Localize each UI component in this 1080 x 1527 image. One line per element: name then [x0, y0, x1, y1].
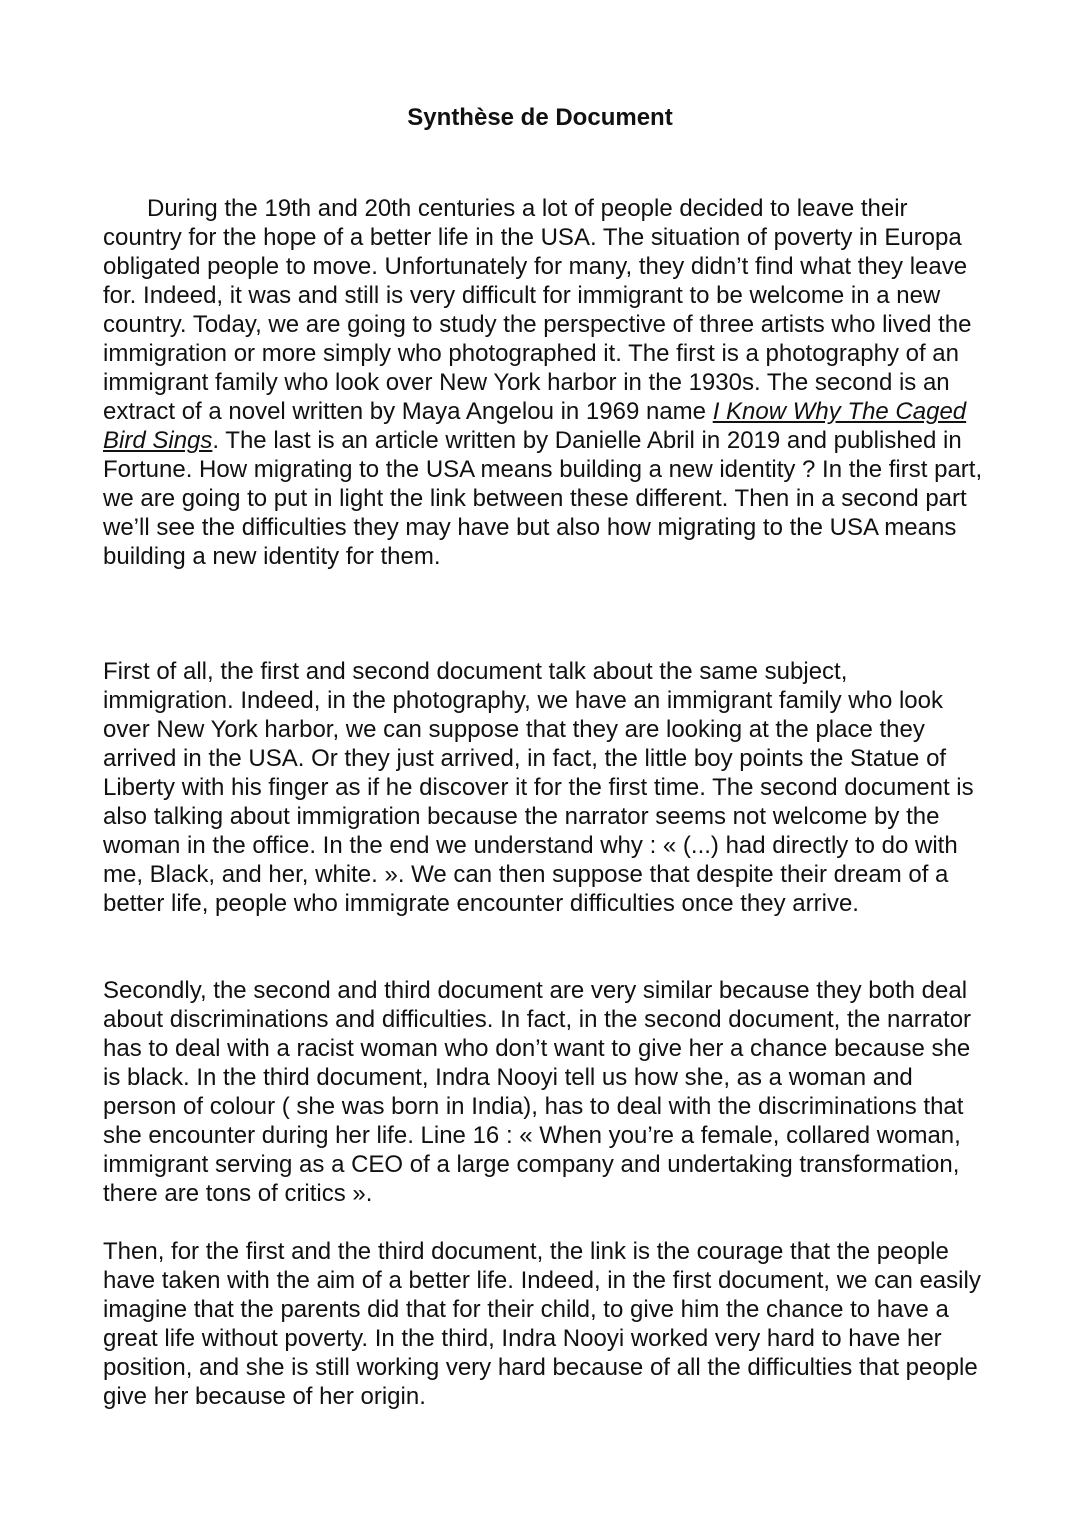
- body-paragraph-3: Then, for the first and the third document, the link is the courage that the people have taken with the aim of a better life. Indeed, in the first document, we can easily imagine that the parents did that for their child, to give him the chance to have a great life without poverty. In the third, Indra Nooyi worked very hard to have her position, and she is still working very hard because of all the difficulties that people give her because of her origin.: [103, 1238, 981, 1410]
- intro-text-end: . The last is an article written by Danielle Abril in 2019 and published in Fortune. How migrating to the USA means building a new identity ? In the first part, we are going to put in light the link between these different. Then in a second part we’ll see the difficulties they may have but also how migrating to the USA means building a new identity for them.: [103, 427, 983, 570]
- body-paragraph-1: First of all, the first and second document talk about the same subject, immigration. Indeed, in the photography, we have an immigrant family who look over New York harbor, we can suppose that they are looking at the place they arrived in the USA. Or they just arrived, in fact, the little boy points the Statue of Liberty with his finger as if he discover it for the first time. The second document is also talking about immigration because the narrator seems not welcome by the woman in the office. In the end we understand why : « (...) had directly to do with me, Black, and her, white. ». We can then suppose that despite their dream of a better life, people who immigrate encounter difficulties once they arrive.: [103, 658, 974, 917]
- intro-paragraph: [103, 194, 983, 571]
- intro-text-start: During the 19th and 20th centuries a lot of people decided to leave their country for the hope of a better life in the USA. The situation of poverty in Europa obligated people to move. Unfortunately for many, they didn’t find what they leave for. Indeed, it was and still is very difficult for immigrant to be welcome in a new country. Today, we are going to study the perspective of three artists who lived the immigration or more simply who photographed it. The first is a photography of an immigrant family who look over New York harbor in the 1930s. The second is an extract of a novel written by Maya Angelou in 1969 name: [103, 195, 972, 425]
- document-title: Synthèse de Document: [407, 104, 673, 131]
- book-title-link[interactable]: I Know Why The Caged Bird Sings: [103, 398, 967, 454]
- body-paragraph-2: Secondly, the second and third document are very similar because they both deal about discriminations and difficulties. In fact, in the second document, the narrator has to deal with a racist woman who don’t want to give her a chance because she is black. In the third document, Indra Nooyi tell us how she, as a woman and person of colour ( she was born in India), has to deal with the discriminations that she encounter during her life. Line 16 : « When you’re a female, collared woman, immigrant serving as a CEO of a large company and undertaking transformation, there are tons of critics ».: [103, 977, 972, 1207]
